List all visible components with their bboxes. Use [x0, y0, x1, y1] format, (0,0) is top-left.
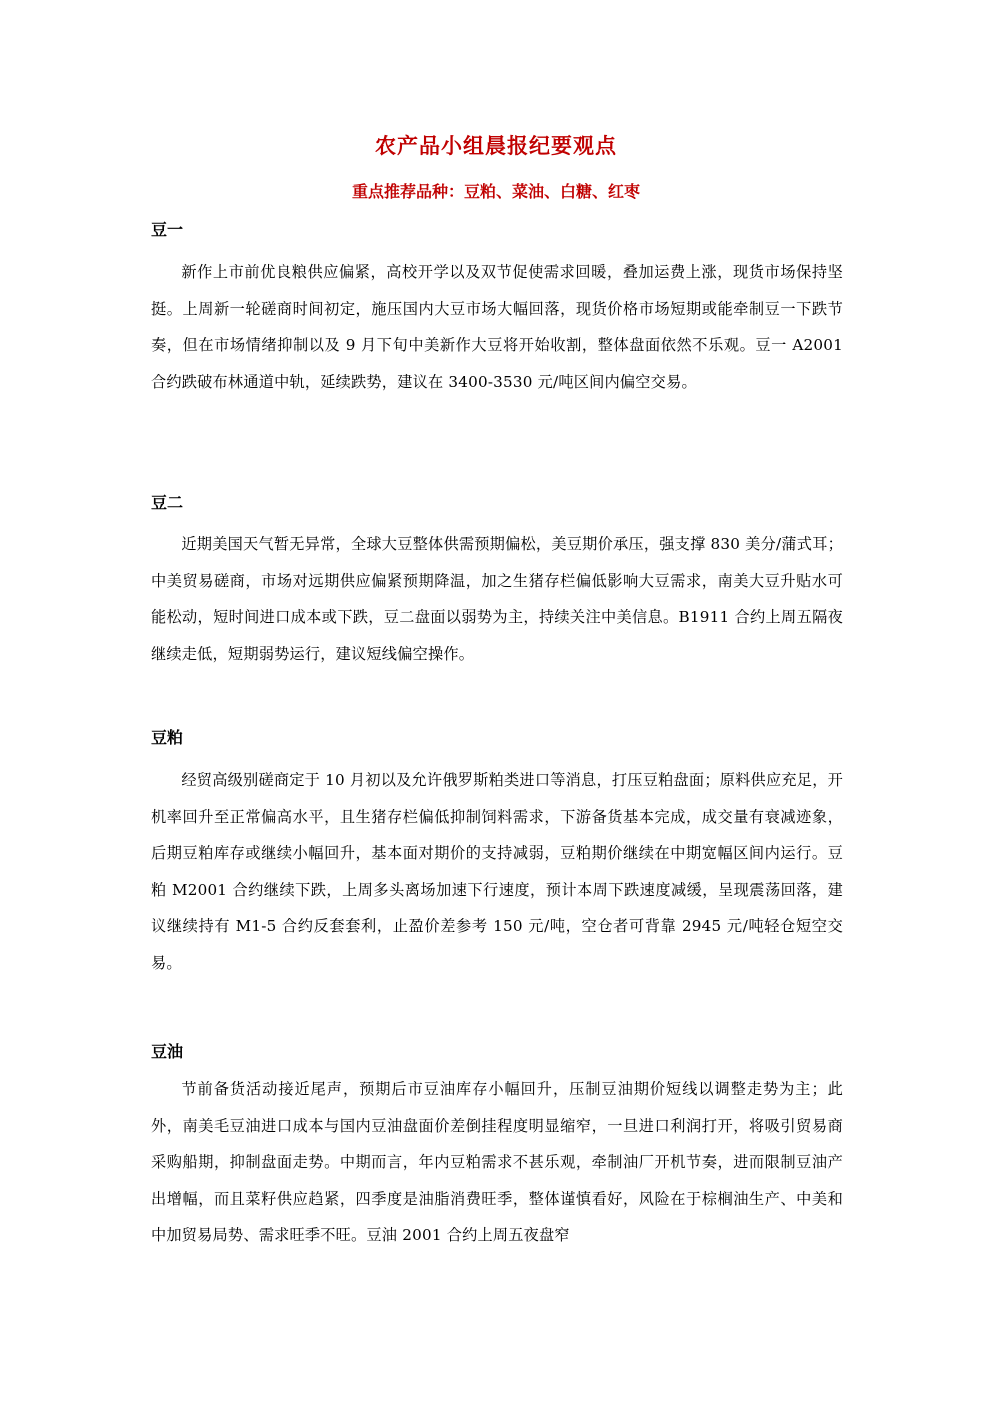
section-body-douyou: 节前备货活动接近尾声，预期后市豆油库存小幅回升，压制豆油期价短线以调整走势为主；此外，南美毛豆油进口成本与国内豆油盘面价差倒挂程度明显缩窄，一旦进口利润打开，将吸引贸易商采购船期，抑制盘面走势。中期而言，年内豆粕需求不甚乐观，牵制油厂开机节奏，进而限制豆油产出增幅，而且菜籽供应趋紧，四季度是油脂消费旺季，整体谨慎看好，风险在于棕榈油生产、中美和中加贸易局势、需求旺季不旺。豆油 2001 合约上周五夜盘窄: [151, 1080, 843, 1244]
section-heading-douer: 豆二: [151, 493, 184, 512]
section-body-douer: 近期美国天气暂无异常，全球大豆整体供需预期偏松，美豆期价承压，强支撑 830 美分/蒲式耳；中美贸易磋商，市场对远期供应偏紧预期降温，加之生猪存栏偏低影响大豆需求，南美大豆升贴水可能松动，短时间进口成本或下跌，豆二盘面以弱势为主，持续关注中美信息。B1911 合约上周五隔夜继续走低，短期弱势运行，建议短线偏空操作。: [151, 535, 843, 663]
section-heading-doupo: 豆粕: [151, 728, 184, 747]
section-heading-douyi: 豆一: [151, 220, 184, 239]
section-body-douyi: 新作上市前优良粮供应偏紧，高校开学以及双节促使需求回暖，叠加运费上涨，现货市场保持坚挺。上周新一轮磋商时间初定，施压国内大豆市场大幅回落，现货价格市场短期或能牵制豆一下跌节奏，但在市场情绪抑制以及 9 月下旬中美新作大豆将开始收割，整体盘面依然不乐观。豆一 A2001 合约跌破布林通道中轨，延续跌势，建议在 3400-3530 元/吨区间内偏空交易。: [151, 263, 843, 391]
section-heading-douyou: 豆油: [151, 1042, 184, 1061]
document-subtitle: 重点推荐品种：豆粕、菜油、白糖、红枣: [351, 182, 640, 201]
section-body-doupo: 经贸高级别磋商定于 10 月初以及允许俄罗斯粕类进口等消息，打压豆粕盘面；原料供应充足，开机率回升至正常偏高水平，且生猪存栏偏低抑制饲料需求，下游备货基本完成，成交量有衰减迹象，后期豆粕库存或继续小幅回升，基本面对期价的支持减弱，豆粕期价继续在中期宽幅区间内运行。豆粕 M2001 合约继续下跌，上周多头离场加速下行速度，预计本周下跌速度减缓，呈现震荡回落，建议继续持有 M1-5 合约反套套利，止盈价差参考 150 元/吨，空仓者可背靠 2945 元/吨轻仓短空交易。: [151, 771, 843, 972]
document-title: 农产品小组晨报纪要观点: [375, 134, 617, 158]
